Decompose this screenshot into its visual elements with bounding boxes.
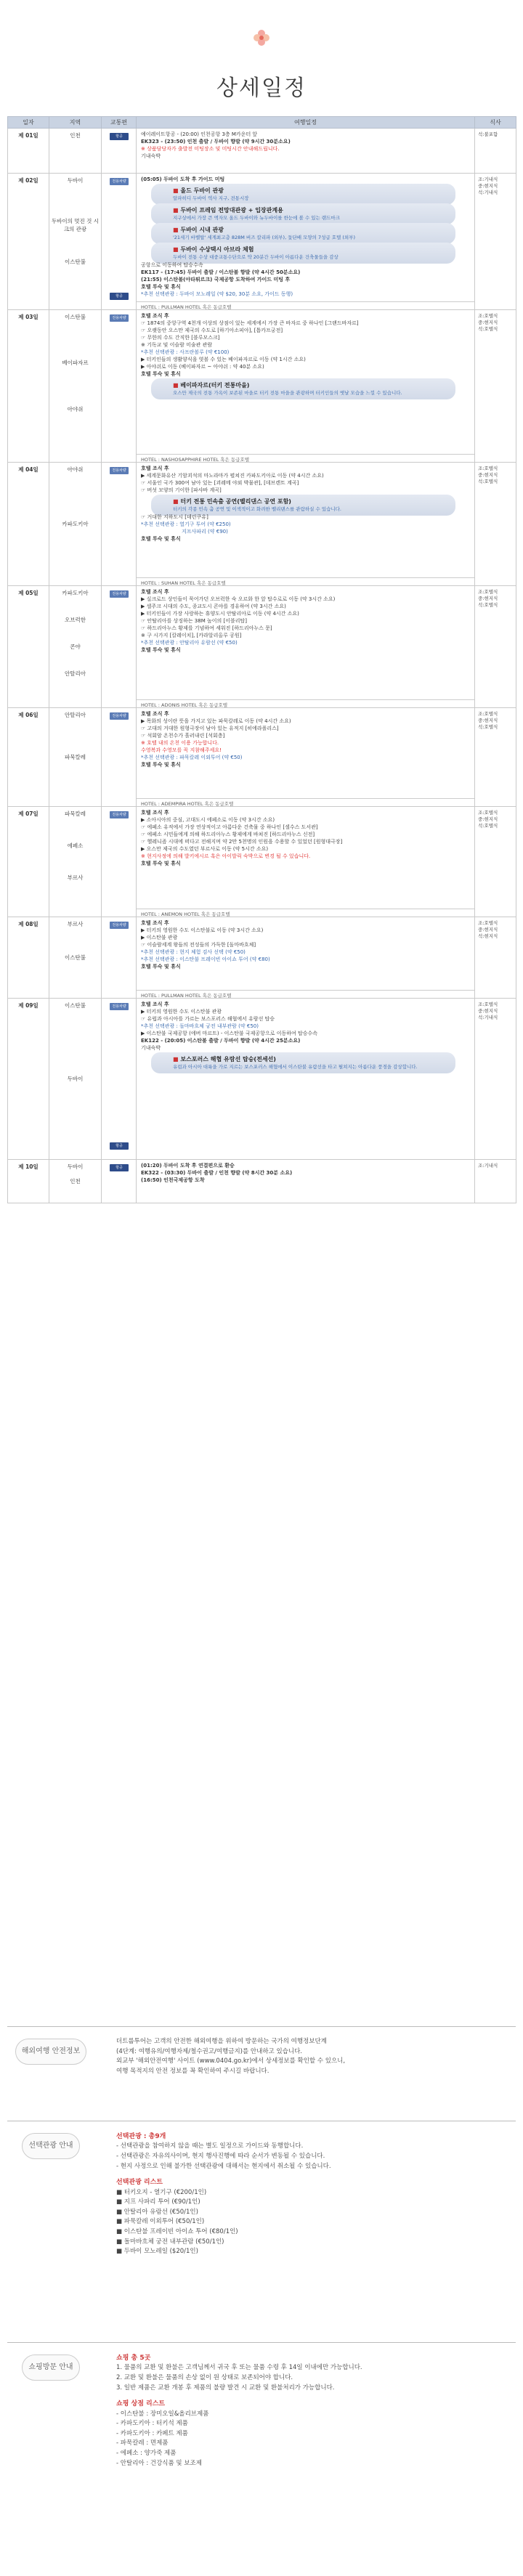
hotel-line: HOTEL : ADEMPIRA HOTEL 혹은 동급호텔 [137, 798, 474, 808]
day-label: 제 07일 [8, 807, 49, 917]
transport-cell [102, 708, 137, 807]
transport-cell [102, 174, 137, 310]
highlight-title: ■ 두바이 프레임 전망대관광 + 입장관계용 [173, 206, 450, 215]
itinerary-line: *추천 선택관광 : 이스탄불 프레이빈 아이쇼 투어 (약 €80) [141, 956, 270, 962]
info-list-item: - 안탈리아 : 건강식품 및 보조제 [116, 2459, 202, 2467]
itinerary-cell [137, 807, 475, 917]
meal-item: 석:호텔식 [478, 823, 498, 829]
meal-item: 조:호텔식 [478, 1001, 498, 1007]
itinerary-line: 기내숙박 [141, 1045, 161, 1051]
itinerary-line: 호텔 투숙 및 휴식 [141, 284, 181, 290]
itinerary-line: 호텔 투숙 및 휴식 [141, 536, 181, 542]
transport-badge: 전용차량 [110, 922, 129, 929]
info-list-item: - 에페소 : 양가죽 제품 [116, 2449, 177, 2457]
meal-cell [475, 999, 516, 1160]
highlight-box [151, 203, 455, 224]
meal-item: 조:호텔식 [478, 313, 498, 319]
itinerary-line: ※ 구 시가지 [칼레이치], [카라알리올루 공원] [141, 633, 242, 638]
meal-item: 조:호텔식 [478, 466, 498, 471]
itinerary-line: 공항으로 이동하여 탑승수속 [141, 262, 203, 268]
info-line: - 현지 사정으로 인해 불가한 선택관광에 대해서는 현지에서 취소될 수 있습니다. [116, 2162, 331, 2170]
itinerary-line: *추천 선택관광 : 파묵칼레 이외투어 (약 €50) [141, 755, 243, 760]
itinerary-line: ▶ 세계문화유산 기암괴석의 마노라마가 펼쳐진 카파도키아로 이동 (약 4시간 소요) [141, 473, 324, 479]
transport-cell [102, 463, 137, 586]
day-row [8, 310, 516, 463]
day-label: 제 01일 [8, 129, 49, 174]
day-row [8, 917, 516, 999]
itinerary-line: ☞ 에페소 유적에서 가장 연상적이고 아름다운 건축물 중 하나인 [셀수스 도서관] [141, 824, 318, 830]
schedule-table [7, 116, 516, 1203]
info-label-text: 해외여행 안전정보 [15, 2039, 86, 2065]
meal-item: 석:호텔식 [478, 724, 498, 730]
itinerary-line: ☞ 거대한 지하도시 [데린쿠유] [141, 514, 208, 520]
region-name: 이스탄불 [65, 954, 86, 961]
info-list-item: - 카파도키아 : 터키석 제품 [116, 2420, 188, 2428]
itinerary-line: 호텔 투숙 및 휴식 [141, 861, 181, 866]
info-line: 여행 목적지의 안전 정보를 꼭 확인하여 주시길 바랍니다. [116, 2067, 269, 2075]
hotel-line: HOTEL : ADONIS HOTEL 혹은 동급호텔 [137, 699, 474, 709]
hotel-line: HOTEL : ANEMON HOTEL 혹은 동급호텔 [137, 909, 474, 918]
meal-item: 조:기내식 [478, 176, 498, 182]
itinerary-line: ☞ 무한의 수도 간직한 [블루모스크] [141, 335, 220, 341]
itinerary-cell [137, 999, 475, 1160]
itinerary-line: 기내숙박 [141, 153, 161, 159]
transport-badge: 전용차량 [110, 467, 129, 474]
info-line: (4단계: 여행유의/여행자제/철수권고/여행금지)를 안내하고 있습니다. [116, 2047, 303, 2055]
itinerary-line: ☞ 버섯 모양의 기이한 [파샤바 계곡] [141, 487, 222, 493]
highlight-title: ■ 올드 두바이 관광 [173, 187, 450, 195]
itinerary-cell [137, 1160, 475, 1203]
meal-item: 석:호텔식 [478, 326, 498, 332]
meal-item: 중:현지식 [478, 320, 498, 325]
itinerary-line: ▶ 이스탄불 국제공항 (에버 마르트) - 이스탄불 국제공항으로 이동하여 탑승수속 [141, 1031, 318, 1036]
highlight-box [151, 243, 455, 264]
info-list-item: - 이스탄불 : 장미오일&올리브제품 [116, 2410, 209, 2418]
day-label: 제 10일 [8, 1160, 49, 1203]
region-cell [49, 1160, 102, 1203]
region-name: 파묵칼레 [65, 810, 86, 817]
day-row [8, 807, 516, 917]
highlight-desc: 알파히디 두바이 역사 지구, 전통시장 [173, 195, 249, 201]
itinerary-line: ▶ 이스탄불 관광 [141, 935, 178, 940]
itinerary-line: ☞ 서울인 국가 300여 남아 있는 [괴레메 야외 박물관], [데브렌트 계곡] [141, 480, 299, 486]
meal-cell [475, 463, 516, 586]
itinerary-line: ☞ 석회암 온천수가 흘러내린 [석회층] [141, 733, 225, 739]
itinerary-line: EK117 - (17:45) 두바이 출발 / 이스탄불 향발 (약 4시간 50분소요) [141, 269, 301, 275]
itinerary-line: ▶ 오스만 제국의 수도였던 부르사로 이동 (약 5시간 소요) [141, 846, 269, 852]
day-row [8, 708, 516, 807]
region-name: 두바이 [67, 1163, 84, 1170]
info-list-item: ■ 안탈리아 유람선 (€50/1인) [116, 2208, 198, 2216]
page-title: 상세일정 [216, 76, 307, 101]
day-row [8, 999, 516, 1160]
itinerary-line: *추천 선택관광 : 열기구 투어 (약 €250) [141, 521, 231, 527]
meal-item: 조:호텔식 [478, 920, 498, 926]
region-cell [49, 129, 102, 174]
info-list-item: ■ 이스탄불 프레이빈 아이쇼 투어 (€80/1인) [116, 2227, 238, 2235]
itinerary-line: *추천 선택관광 : 현지 체험 검사 선택 (약 €50) [141, 949, 246, 955]
itinerary-cell [137, 917, 475, 999]
itinerary-cell [137, 129, 475, 174]
hotel-line: HOTEL : NASHOSAPPHIRE HOTEL 혹은 동급호텔 [137, 454, 474, 463]
col-header-day: 일자 [8, 117, 49, 129]
itinerary-cell [137, 586, 475, 708]
itinerary-line: ☞ 헬레니즘 시대에 떠다고 전해지며 약 2만 5천명의 인원을 수용할 수 있었던 [원형대극장] [141, 839, 343, 845]
itinerary-line: 수영복과 수영모를 꼭 지참해주세요! [141, 747, 222, 753]
day-label: 제 08일 [8, 917, 49, 999]
itinerary-line: ▶ 소아시아의 중심, 고대도시 에페소로 이동 (약 3시간 소요) [141, 817, 275, 823]
region-cell [49, 807, 102, 917]
region-cell [49, 310, 102, 463]
itinerary-line: ▶ 터키의 영원한 수도 이스탄불로 이동 (약 3시간 소요) [141, 927, 264, 933]
transport-badge: 전용차량 [110, 590, 129, 598]
highlight-desc: 터키의 각종 민속 춤 공연 및 이색적이고 화려한 벨리댄스를 관람하실 수 있습니다. [173, 505, 342, 512]
meal-item: 석:기내식 [478, 1015, 498, 1020]
itinerary-line: ☞ 1874의 중앙구역 4천개 이상의 상점이 있는 세계에서 가장 큰 바자르 중 하나인 [그랜드바자르] [141, 320, 359, 326]
hotel-line: HOTEL : PULLMAN HOTEL 혹은 동급호텔 [137, 301, 474, 311]
region-name: 두바이의 멋진 것 시크의 관광 [51, 218, 100, 232]
itinerary-line: ▶ 터키인들의 생활양식을 엿볼 수 있는 베이파자르로 이동 (약 1시간 소요) [141, 357, 306, 362]
itinerary-line: ▶ 셀주크 시대의 수도, 종교도시 콘야를 경유하여 (약 3시간 소요) [141, 604, 286, 609]
meal-cell [475, 129, 516, 174]
itinerary-line: ▶ 목화의 성이란 뜻을 가지고 있는 파묵칼레로 이동 (약 4시간 소요) [141, 718, 291, 724]
itinerary-line: EK322 - (03:30) 두바이 출발 / 인천 향발 (약 8시간 30분 소요) [141, 1170, 293, 1176]
meal-item: 조:호텔식 [478, 711, 498, 717]
info-line: 더트룹투어는 고객의 안전한 해외여행을 위하여 방문하는 국가의 여행정보단계 [116, 2038, 327, 2045]
itinerary-line: 호텔 조식 후 [141, 589, 169, 595]
itinerary-line: 호텔 조식 후 [141, 810, 169, 816]
flower-deco-icon [248, 25, 275, 51]
info-label [7, 2133, 94, 2159]
hotel-line: HOTEL : PULLMAN HOTEL 혹은 동급호텔 [137, 990, 474, 999]
region-name: 오브럭한 [65, 617, 86, 623]
transport-cell [102, 129, 137, 174]
info-label [7, 2354, 94, 2381]
info-body [116, 2353, 516, 2469]
meal-item: 중:현지식 [478, 718, 498, 723]
region-name: 인천 [70, 132, 81, 139]
itinerary-line: ▶ 아야쉬로 이동 (베이파자르 ~ 아야쉬 : 약 40분 소요) [141, 364, 264, 370]
itinerary-line: 지프사파리 (약 €90) [182, 529, 228, 535]
highlight-desc: 지구상에서 가장 큰 액자모 올드 두바이와 뉴두바이를 한눈에 볼 수 있는 랜드마크 [173, 214, 340, 221]
itinerary-line: ☞ 오랫동안 오스만 제국의 수도로 [하기아소피아], [톱카프궁전] [141, 328, 283, 333]
highlight-desc: 두바이 전통 수상 대중교통수단으로 약 20분간 두바이 아름다운 건축물들을 감상 [173, 253, 338, 260]
region-name: 두바이 [67, 1076, 84, 1082]
itinerary-line: (05:05) 두바이 도착 후 가이드 미팅 [141, 176, 225, 182]
info-line: 1. 물품의 교환 및 환불은 고객님께서 귀국 후 또는 물품 수령 후 14일 이내에만 가능합니다. [116, 2364, 362, 2372]
info-section [7, 2342, 516, 2567]
day-label: 제 05일 [8, 586, 49, 708]
transport-cell [102, 917, 137, 999]
region-cell [49, 917, 102, 999]
highlight-title: ■ 터키 전통 민속춤 공연(벨리댄스 공연 포함) [173, 497, 450, 506]
info-list-item: ■ 두바이 모노레일 ($20/1인) [116, 2248, 198, 2256]
transport-badge: 항공 [110, 1164, 129, 1171]
meal-item: 중:현지식 [478, 596, 498, 601]
transport-cell [102, 310, 137, 463]
meal-cell [475, 174, 516, 310]
transport-cell [102, 586, 137, 708]
itinerary-line: ☞ 유럽과 아시아를 가르는 보스포러스 해협에서 유람선 탑승 [141, 1016, 275, 1022]
meal-cell [475, 310, 516, 463]
itinerary-line: 예이레이트항공 - (20:00) 인천공항 3층 M카운터 앞 [141, 131, 258, 137]
info-heading: 쇼핑 총 5곳 [116, 2354, 151, 2362]
day-row [8, 586, 516, 708]
highlight-title: ■ 두바이 수상택시 아브라 체험 [173, 245, 450, 254]
itinerary-line: ☞ 안탈리아를 상징하는 38M 높이의 [이블리탑] [141, 618, 248, 624]
meal-item: 중:현지식 [478, 1008, 498, 1014]
transport-cell [102, 1160, 137, 1203]
info-label-text: 쇼핑방문 안내 [22, 2354, 79, 2381]
day-row [8, 463, 516, 586]
meal-item: 석:불포함 [478, 131, 498, 137]
region-name: 부르사 [67, 921, 84, 927]
highlight-box [151, 184, 455, 205]
info-line: 3. 일반 제품은 교환 개봉 후 제품의 불량 발견 시 교환 및 환불처리가 가능합니다. [116, 2384, 335, 2392]
region-name: 아야쉬 [67, 405, 84, 413]
itinerary-line: ※ 상품담당자가 출발전 미팅장소 및 미팅시간 안내해드립니다. [141, 146, 280, 152]
itinerary-line: ☞ 이슬람세계 왕들의 전성들의 가득한 [돌마바흐체] [141, 942, 256, 948]
itinerary-line: (21:55) 이스탄불(아타튀르크) 국제공항 도착하여 가이드 미팅 후 [141, 277, 291, 283]
info-list-item: ■ 지프 사파리 투어 (€90/1인) [116, 2198, 200, 2206]
region-name: 이스탄불 [65, 259, 86, 265]
itinerary-line: ☞ 하드리아누스 황제를 기념하여 세워진 [하드리아누스 문] [141, 625, 272, 631]
highlight-desc: 오스만 제국의 전통 가옥이 보존된 마을로 터키 전통 마을을 관광하며 터키인들의 옛날 모습을 느낄 수 있습니다. [173, 389, 402, 396]
info-line: 2. 교환 및 환불은 물품의 손상 없이 원 상태로 보존되어야 합니다. [116, 2373, 293, 2381]
col-header-transport: 교통편 [102, 117, 137, 129]
highlight-desc: 유럽과 아시아 대륙을 가로 지르는 보스포러스 해협에서 이스탄불 유람선을 타고 펼쳐지는 아름다운 풍경을 감상합니다. [173, 1063, 418, 1070]
day-label: 제 09일 [8, 999, 49, 1160]
transport-cell [102, 999, 137, 1160]
meal-cell [475, 586, 516, 708]
highlight-title: ■ 보스포러스 해협 유람선 탑승(전세선) [173, 1055, 450, 1064]
meal-item: 석:호텔식 [478, 602, 498, 608]
day-row [8, 174, 516, 310]
transport-badge: 항공 [110, 293, 129, 300]
region-cell [49, 708, 102, 807]
itinerary-line: 호텔 투숙 및 휴식 [141, 647, 181, 653]
region-name: 안탈리아 [65, 712, 86, 718]
region-name: 안탈리아 [65, 670, 86, 677]
col-header-region: 지역 [49, 117, 102, 129]
meal-cell [475, 708, 516, 807]
region-name: 이스탄불 [65, 1002, 86, 1009]
day-label: 제 04일 [8, 463, 49, 586]
meal-item: 조:호텔식 [478, 810, 498, 816]
hotel-line: HOTEL : SUHAN HOTEL 혹은 동급호텔 [137, 577, 474, 587]
highlight-title: ■ 두바이 시내 관광 [173, 226, 450, 235]
itinerary-line: (01:20) 두바이 도착 후 연결편으로 환승 [141, 1163, 235, 1169]
info-list-item: ■ 터키오지 - 열기구 (€200/1인) [116, 2188, 207, 2196]
info-section [7, 2026, 516, 2113]
region-cell [49, 999, 102, 1160]
meal-item: 중:현지식 [478, 183, 498, 189]
meal-item: 중:현지식 [478, 472, 498, 478]
transport-badge: 항공 [110, 133, 129, 140]
transport-cell [102, 807, 137, 917]
info-list-item: ■ 돌마바흐체 궁전 내부관람 (€50/1인) [116, 2238, 224, 2246]
info-section [7, 2121, 516, 2339]
itinerary-cell [137, 463, 475, 586]
highlight-box [151, 495, 455, 516]
transport-badge: 전용차량 [110, 314, 129, 322]
highlight-box [151, 378, 455, 399]
transport-badge: 전용차량 [110, 178, 129, 185]
col-header-itinerary: 여행일정 [137, 117, 475, 129]
itinerary-line: 호텔 조식 후 [141, 711, 169, 717]
region-name: 부르사 [67, 874, 84, 881]
itinerary-line: 호텔 투숙 및 휴식 [141, 964, 181, 970]
region-name: 인천 [70, 1178, 81, 1185]
itinerary-line: ▶ 터키의 영원한 수도 이스탄불 관광 [141, 1009, 222, 1015]
region-name: 카파도키아 [62, 590, 89, 596]
region-name: 에페소 [67, 842, 84, 849]
meal-cell [475, 807, 516, 917]
region-name: 두바이 [67, 177, 84, 184]
info-label-text: 선택관광 안내 [22, 2133, 79, 2159]
itinerary-line: ☞ 고대의 거대한 원형극장이 남아 있는 유적지 [히에라폴리스] [141, 726, 279, 731]
itinerary-line: ※ 호텔 내의 온천 이용 가능합니다. [141, 740, 219, 746]
region-name: 이스탄불 [65, 314, 86, 320]
itinerary-line: ▶ 실크로드 상인들이 묵어가던 오브럭한 숙 오르화 한 앞 탑수로로 이동 (약 3시간 소요) [141, 596, 336, 602]
transport-badge: 전용차량 [110, 811, 129, 818]
meal-item: 중:현지식 [478, 816, 498, 822]
day-label: 제 06일 [8, 708, 49, 807]
meal-cell [475, 1160, 516, 1203]
itinerary-line: ※ 현지사정에 의해 발키에시르 혹은 아이발릭 숙박으로 변경 될 수 있습니다. [141, 853, 311, 859]
region-name: 아야쉬 [67, 466, 84, 473]
transport-badge: 항공 [110, 1142, 129, 1150]
meal-cell [475, 917, 516, 999]
info-line: - 선택관광은 자유의사이며, 현지 행사진행에 따라 순서가 변동될 수 있습니다. [116, 2152, 325, 2160]
day-row [8, 1160, 516, 1203]
itinerary-cell [137, 174, 475, 310]
info-line: 외교부 '해외안전여행' 사이트 (www.0404.go.kr)에서 상세정보를 확인할 수 있으니, [116, 2057, 346, 2065]
itinerary-line: 호텔 조식 후 [141, 1001, 169, 1007]
region-cell [49, 174, 102, 310]
transport-badge: 전용차량 [110, 1003, 129, 1010]
itinerary-line: 호텔 투숙 및 휴식 [141, 371, 181, 377]
info-list-item: - 파묵칼레 : 면제품 [116, 2439, 169, 2447]
itinerary-line: *추천 선택관광 : 안탈리아 유람선 (약 €50) [141, 640, 238, 646]
info-line: - 선택관광을 참여하지 않을 때는 별도 일정으로 가이드와 동행합니다. [116, 2142, 304, 2150]
region-cell [49, 463, 102, 586]
meal-item: 중:현지식 [478, 927, 498, 933]
day-label: 제 03일 [8, 310, 49, 463]
info-body [116, 2037, 516, 2076]
info-body [116, 2132, 516, 2257]
itinerary-line: *추천 선택관광 : 돌마바흐체 궁전 내부관람 (약 €50) [141, 1023, 259, 1029]
region-cell [49, 586, 102, 708]
info-heading: 쇼핑 상점 리스트 [116, 2400, 166, 2408]
itinerary-line: EK323 - (23:50) 인천 출발 / 두바이 향발 (약 9시간 30분소요) [141, 139, 291, 145]
itinerary-line: EK122 - (20:05) 이스탄불 출발 / 두바이 향발 (약 4시간 25분소요) [141, 1038, 301, 1044]
info-label [7, 2039, 94, 2065]
highlight-desc: '21세기 바벨탑' 세계최고층 828M 버즈 칼리파 (외부), 돛단배 모양의 7성급 호텔 (외부) [173, 234, 356, 240]
meal-item: 석:호텔식 [478, 479, 498, 484]
itinerary-line: *추천 선택관광 : 사프란볼루 (약 €100) [141, 349, 230, 355]
itinerary-line: 호텔 조식 후 [141, 466, 169, 471]
meal-item: 조:기내식 [478, 1163, 498, 1169]
itinerary-cell [137, 708, 475, 807]
itinerary-line: (16:50) 인천국제공항 도착 [141, 1177, 205, 1183]
itinerary-line: ※ 기독교 및 이슬람 미술관 관람 [141, 342, 213, 348]
highlight-box [151, 1052, 455, 1073]
region-name: 베이파자르 [62, 359, 89, 367]
info-list-item: - 카파도키아 : 카페트 제품 [116, 2429, 188, 2437]
day-row [8, 129, 516, 174]
itinerary-line: ▶ 터키인들이 가장 사랑하는 휴양도시 안탈리아로 이동 (약 4시간 소요) [141, 611, 299, 617]
region-name: 파묵칼레 [65, 754, 86, 760]
itinerary-line: 호텔 조식 후 [141, 313, 169, 319]
day-label: 제 02일 [8, 174, 49, 310]
meal-item: 조:호텔식 [478, 589, 498, 595]
itinerary-cell [137, 310, 475, 463]
itinerary-line: 호텔 투숙 및 휴식 [141, 762, 181, 768]
col-header-meal: 식사 [475, 117, 516, 129]
meal-item: 석:기내식 [478, 190, 498, 195]
info-heading: 선택관광 리스트 [116, 2179, 163, 2187]
option-line: *추천 선택관광 : 두바이 모노레일 (약 $20, 30분 소요, 가이드 동행) [141, 291, 293, 297]
transport-badge: 전용차량 [110, 712, 129, 720]
itinerary-line: ☞ 에페소 시민들에게 의해 하드리아누스 황제에게 바쳐진 [하드리아누스 신전] [141, 832, 315, 837]
highlight-title: ■ 베이파자르(터키 전통마을) [173, 381, 450, 390]
meal-item: 석:현지식 [478, 933, 498, 939]
info-list-item: ■ 파묵칼레 이외투어 (€50/1인) [116, 2218, 205, 2226]
region-name: 카파도키아 [62, 521, 89, 527]
schedule-header-row [8, 117, 516, 129]
itinerary-line: 호텔 조식 후 [141, 920, 169, 926]
highlight-box [151, 223, 455, 244]
info-heading: 선택관광 : 총9개 [116, 2133, 166, 2140]
region-name: 콘야 [70, 643, 81, 650]
